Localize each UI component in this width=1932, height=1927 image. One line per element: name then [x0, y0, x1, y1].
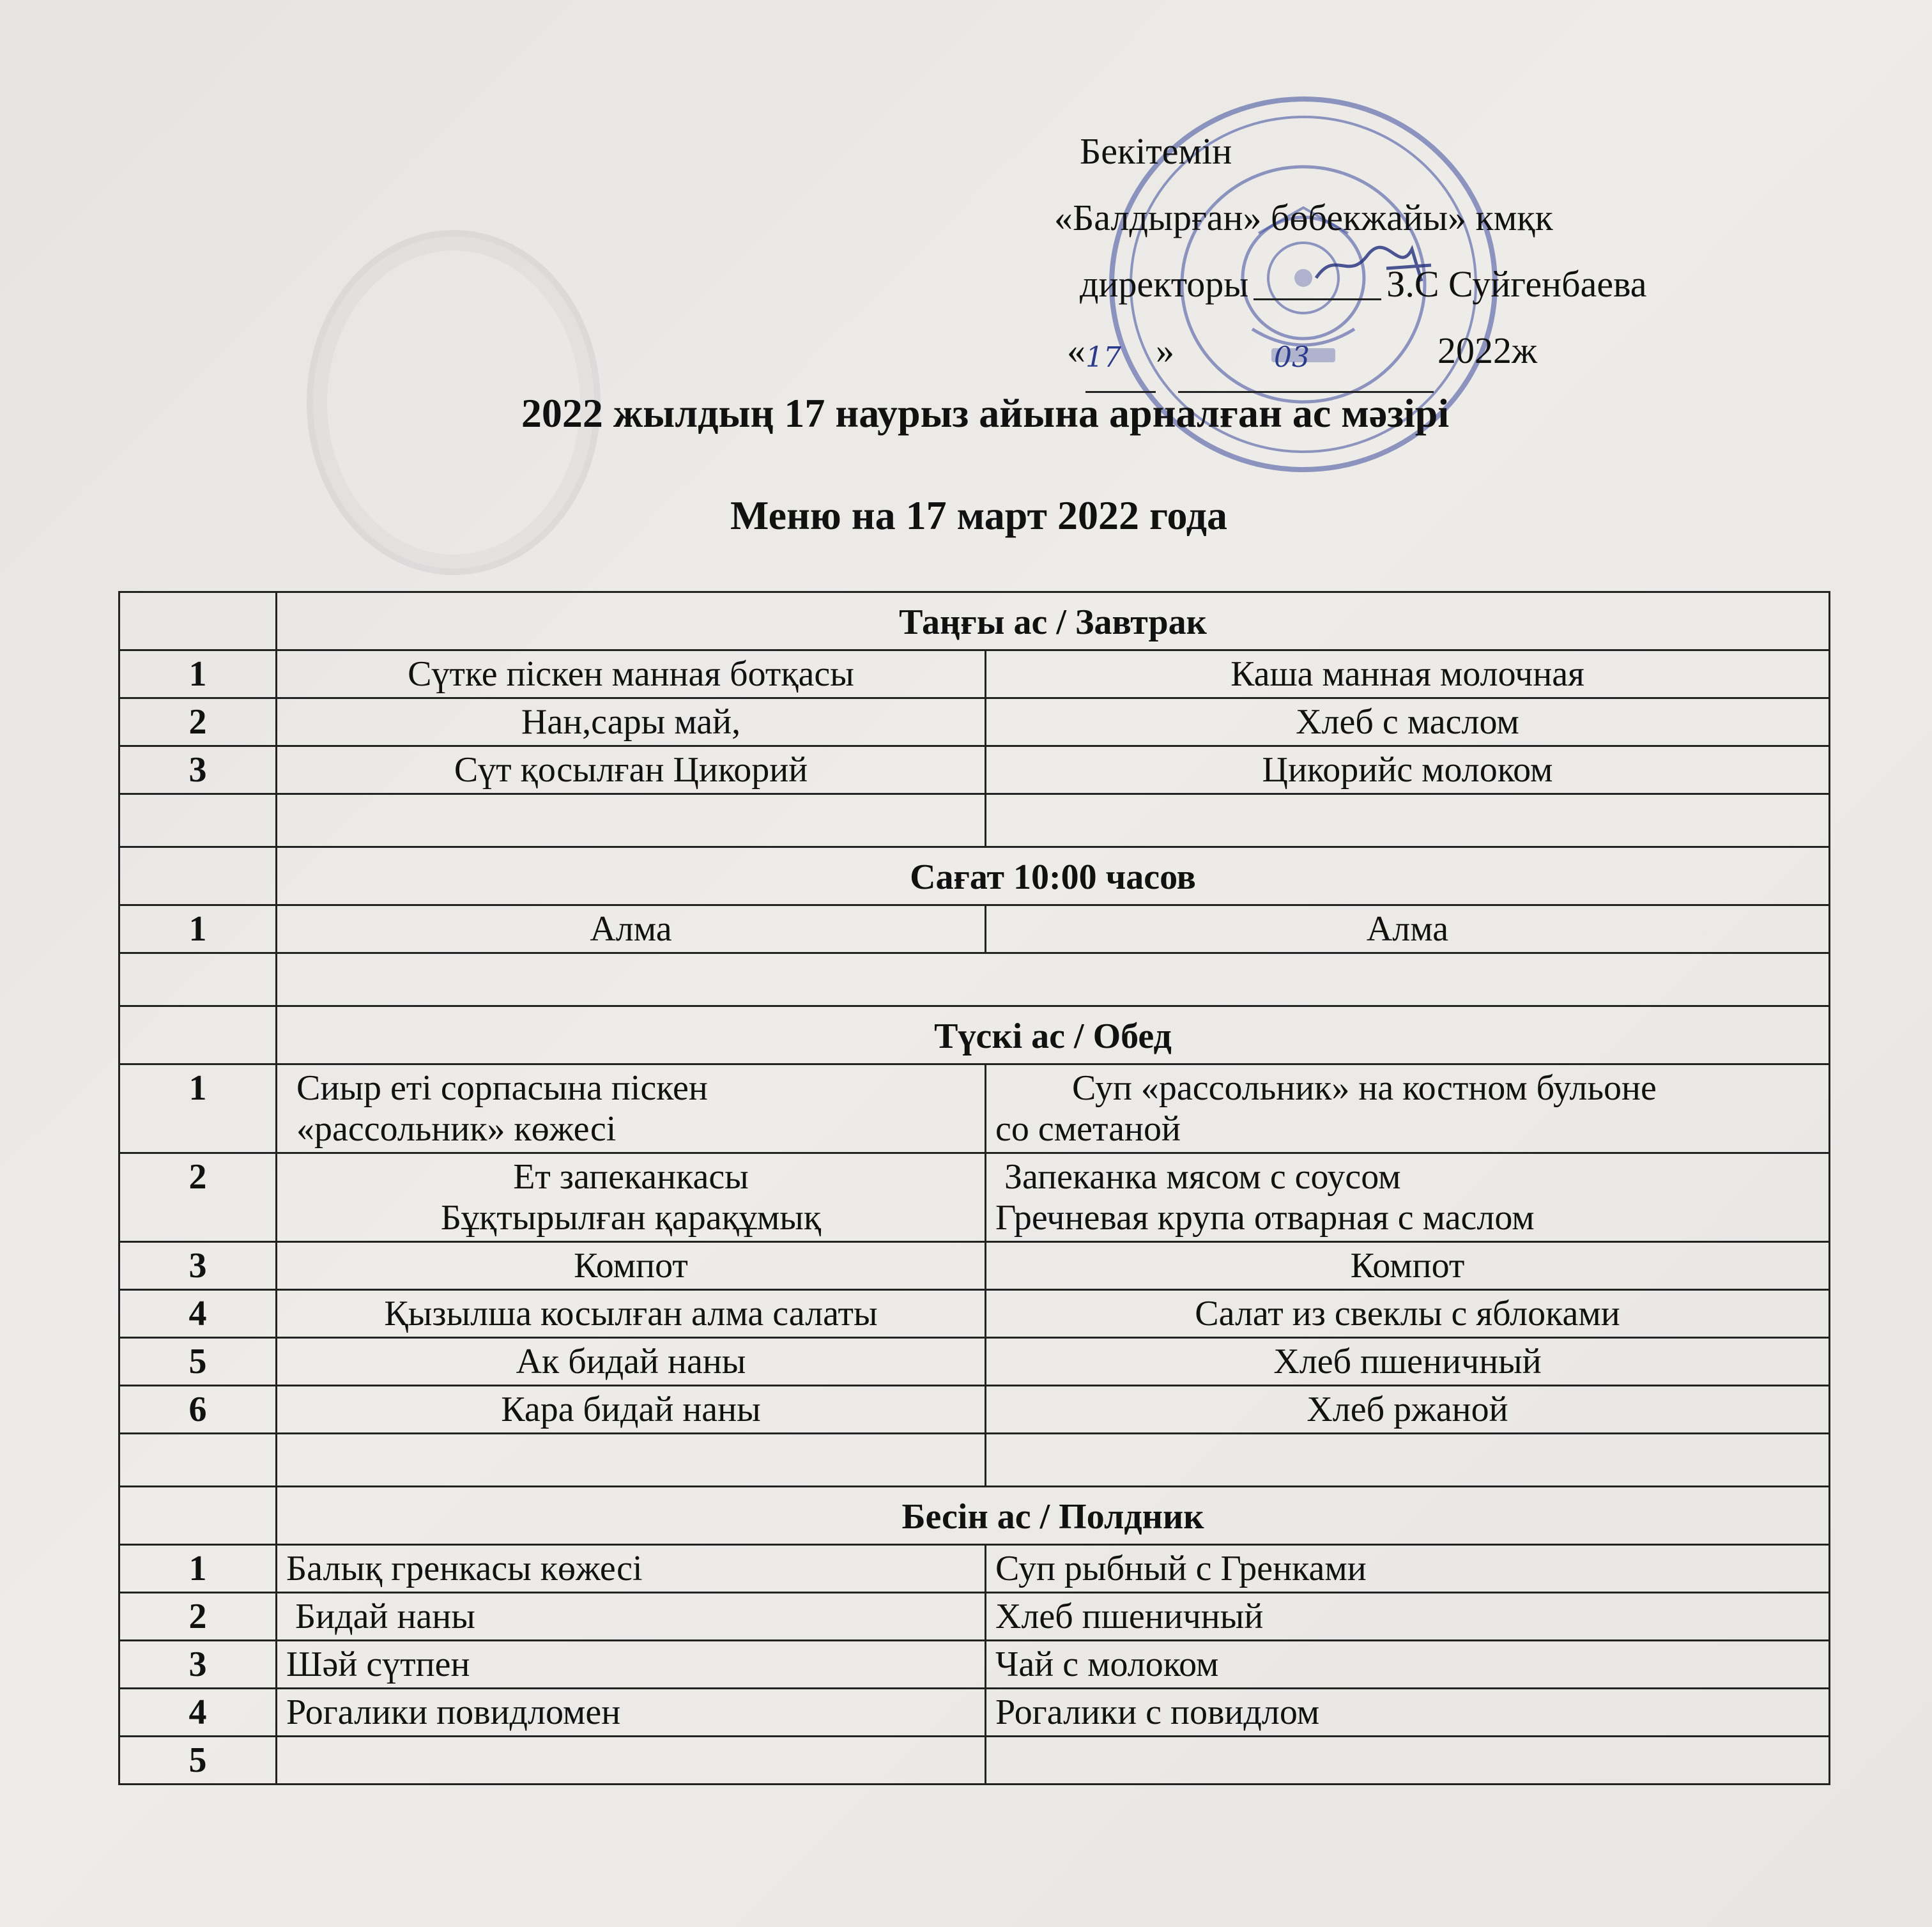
item-kz: Нан,сары май,: [277, 698, 986, 746]
item-kz: Компот: [277, 1242, 986, 1290]
table-cell: [119, 592, 277, 650]
item-kz: Сүт қосылған Цикорий: [277, 746, 986, 794]
row-number: 2: [119, 698, 277, 746]
item-ru: Хлеб пшеничный: [986, 1338, 1830, 1386]
approval-date: [1054, 318, 1885, 393]
row-number: 1: [119, 1064, 277, 1153]
table-row: [119, 650, 1830, 698]
table-row: [119, 1593, 1830, 1641]
table-cell: [986, 794, 1830, 847]
item-kz: [277, 1064, 986, 1153]
date-year: 2022ж: [1438, 330, 1538, 371]
menu-table: [118, 591, 1830, 1785]
table-cell: [119, 1006, 277, 1064]
item-ru: Чай с молоком: [986, 1641, 1830, 1689]
row-number: 4: [119, 1290, 277, 1338]
row-number: 1: [119, 650, 277, 698]
item-ru-line1: Суп «рассольник» на костном бульоне: [1072, 1068, 1657, 1108]
title-russian: Меню на 17 март 2022 года: [730, 493, 1227, 538]
director-name: З.С Суйгенбаева: [1386, 263, 1647, 305]
item-ru: [986, 1153, 1830, 1242]
item-kz: Қызылша косылған алма салаты: [277, 1290, 986, 1338]
table-row: [119, 1641, 1830, 1689]
row-number: 1: [119, 905, 277, 953]
item-ru: Хлеб с маслом: [986, 698, 1830, 746]
item-kz: Бидай наны: [277, 1593, 986, 1641]
director-label: директоры: [1080, 263, 1249, 305]
row-number: 2: [119, 1593, 277, 1641]
table-cell: [986, 1434, 1830, 1487]
item-kz-line2: «рассольник» көжесі: [296, 1109, 617, 1149]
empty-row: [119, 953, 1830, 1006]
item-ru: Алма: [986, 905, 1830, 953]
table-cell: [119, 794, 277, 847]
approval-heading: Бекітемін: [1080, 130, 1232, 172]
title-kazakh: 2022 жылдың 17 наурыз айына арналған ас мәзірі: [521, 390, 1450, 436]
item-ru: Хлеб пшеничный: [986, 1593, 1830, 1641]
item-ru: Каша манная молочная: [986, 650, 1830, 698]
date-day: 17: [1085, 341, 1121, 374]
table-cell: [119, 847, 277, 905]
section-title: Таңғы ас / Завтрак: [277, 592, 1830, 650]
item-kz-line1: Сиыр еті сорпасына піскен: [296, 1068, 708, 1108]
table-row: [119, 1242, 1830, 1290]
item-kz-line2: Бұқтырылған қарақұмық: [440, 1198, 822, 1238]
section-header-lunch: [119, 1006, 1830, 1064]
item-ru: Салат из свеклы с яблоками: [986, 1290, 1830, 1338]
date-month-line: [1178, 321, 1434, 393]
date-day-line: [1085, 321, 1156, 393]
empty-row: [119, 1434, 1830, 1487]
table-row: [119, 1737, 1830, 1785]
table-cell: [277, 953, 1830, 1006]
table-row: [119, 1545, 1830, 1593]
row-number: 3: [119, 746, 277, 794]
section-title: Сағат 10:00 часов: [277, 847, 1830, 905]
row-number: 5: [119, 1338, 277, 1386]
date-quote-open: «: [1067, 330, 1085, 371]
item-kz: Кара бидай наны: [277, 1386, 986, 1434]
item-ru-line2: Гречневая крупа отварная с маслом: [995, 1198, 1535, 1238]
item-kz: Балық гренкасы көжесі: [277, 1545, 986, 1593]
date-quote-close: »: [1156, 330, 1174, 371]
approval-director: [1054, 251, 1885, 318]
item-ru-line1: Запеканка мясом с соусом: [1004, 1157, 1401, 1197]
table-row: [119, 698, 1830, 746]
section-header-snack: [119, 847, 1830, 905]
row-number: 6: [119, 1386, 277, 1434]
row-number: 3: [119, 1641, 277, 1689]
section-header-breakfast: [119, 592, 1830, 650]
item-ru: Суп рыбный с Гренками: [986, 1545, 1830, 1593]
row-number: 2: [119, 1153, 277, 1242]
table-row: [119, 746, 1830, 794]
item-kz: Рогалики повидломен: [277, 1689, 986, 1737]
item-ru: [986, 1064, 1830, 1153]
table-cell: [277, 794, 986, 847]
item-kz: Ак бидай наны: [277, 1338, 986, 1386]
item-ru-line2: со сметаной: [995, 1109, 1181, 1149]
table-cell: [119, 1487, 277, 1545]
table-row: [119, 1386, 1830, 1434]
item-kz: Сүтке піскен манная ботқасы: [277, 650, 986, 698]
item-ru: Хлеб ржаной: [986, 1386, 1830, 1434]
section-header-afternoon: [119, 1487, 1830, 1545]
signature-line: [1254, 298, 1381, 300]
section-title: Бесін ас / Полдник: [277, 1487, 1830, 1545]
table-row: [119, 905, 1830, 953]
empty-row: [119, 794, 1830, 847]
row-number: 5: [119, 1737, 277, 1785]
table-row: [119, 1064, 1830, 1153]
row-number: 1: [119, 1545, 277, 1593]
table-row: [119, 1689, 1830, 1737]
approval-organization: «Балдырған» бөбекжайы» кмқк: [1054, 197, 1553, 238]
table-row: [119, 1290, 1830, 1338]
date-month: 03: [1274, 341, 1310, 374]
table-cell: [119, 953, 277, 1006]
item-kz: Шәй сүтпен: [277, 1641, 986, 1689]
table-row: [119, 1338, 1830, 1386]
table-cell: [119, 1434, 277, 1487]
row-number: 3: [119, 1242, 277, 1290]
item-kz-line1: Ет запеканкасы: [513, 1157, 749, 1197]
item-ru: Цикорийс молоком: [986, 746, 1830, 794]
item-kz: [277, 1153, 986, 1242]
item-ru: Рогалики с повидлом: [986, 1689, 1830, 1737]
table-cell: [277, 1434, 986, 1487]
approval-block: [1054, 118, 1885, 393]
section-title: Түскі ас / Обед: [277, 1006, 1830, 1064]
item-kz: Алма: [277, 905, 986, 953]
item-ru: [986, 1737, 1830, 1785]
table-row: [119, 1153, 1830, 1242]
item-kz: [277, 1737, 986, 1785]
item-ru: Компот: [986, 1242, 1830, 1290]
row-number: 4: [119, 1689, 277, 1737]
